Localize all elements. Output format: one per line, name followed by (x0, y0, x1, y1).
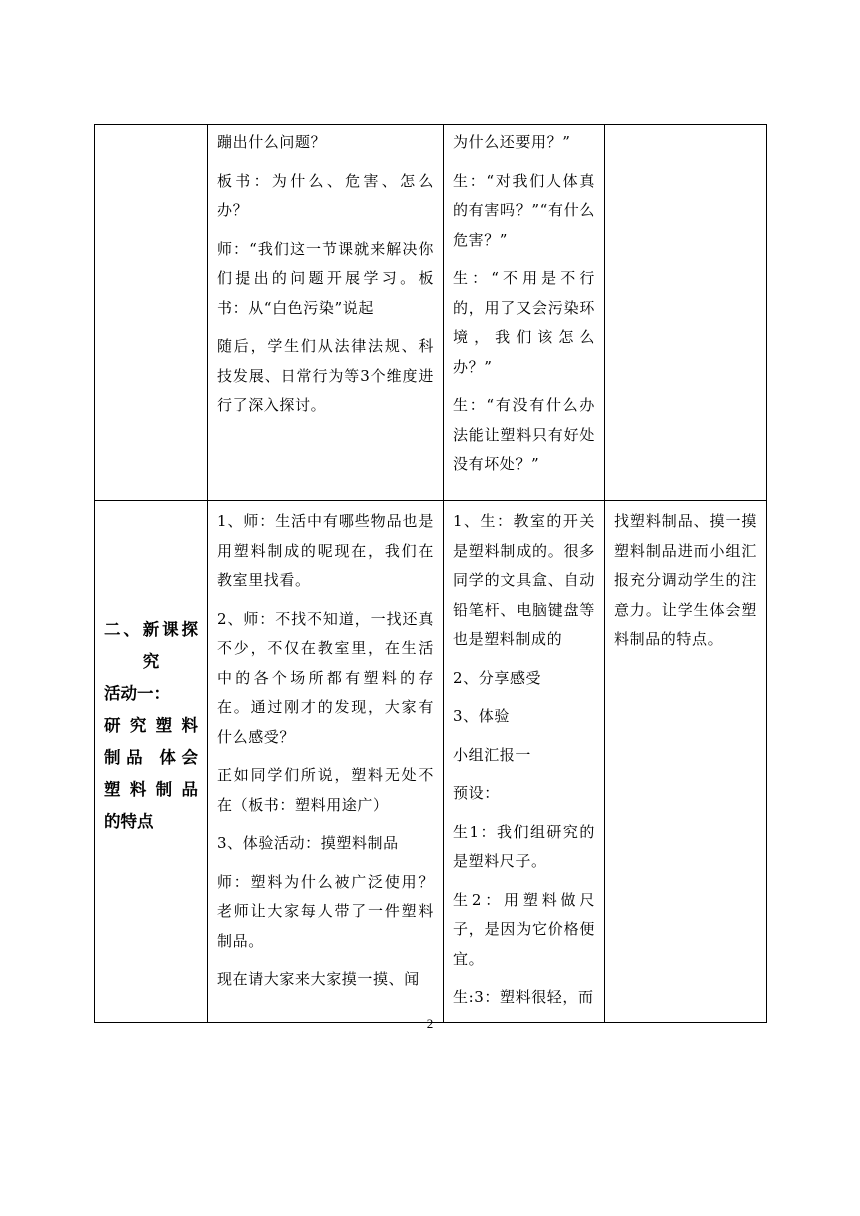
paragraph: 3、体验 (453, 707, 510, 725)
table-row (95, 125, 767, 501)
design-intent-cell (605, 125, 767, 501)
paragraph: 生2：用塑料做尺子，是因为它价格便宜。 (453, 890, 595, 968)
paragraph: 2、师：不找不知道，一找还真不少，不仅在教室里，在生活中的各个场所都有塑料的存在。通过刚才的发现，大家有什么感受？ (217, 609, 434, 746)
paragraph: 现在请大家来大家摸一摸、闻 (217, 970, 420, 988)
paragraph: 生:3：塑料很轻，而 (453, 988, 594, 1006)
stage-title: 二、新课探 究 活动一： 研究塑料 制品 体会 塑料制品 的特点 (104, 620, 198, 831)
teacher-activity-cell (208, 501, 444, 1023)
paragraph: 预设： (453, 784, 500, 802)
paragraph: 2、分享感受 (453, 668, 542, 687)
paragraph: 生：“有没有什么办法能让塑料只有好处没有坏处？” (453, 396, 595, 473)
design-intent-cell (605, 501, 767, 1023)
paragraph: 正如同学们所说，塑料无处不在（板书：塑料用途广） (217, 766, 434, 814)
table-row (95, 501, 767, 1023)
paragraph: 为什么还要用？” (453, 133, 571, 151)
lesson-plan-table (94, 124, 767, 1023)
paragraph: 生1：我们组研究的是塑料尺子。 (453, 822, 595, 870)
paragraph: 板书：为什么、危害、怎么办？ (217, 171, 434, 219)
paragraph: 3、体验活动：摸塑料制品 (217, 834, 399, 852)
page-number: 2 (426, 1016, 434, 1031)
paragraph: 小组汇报一 (453, 745, 532, 764)
paragraph: 1、师：生活中有哪些物品也是用塑料制成的呢现在，我们在教室里找看。 (217, 512, 434, 589)
paragraph: 随后，学生们从法律法规、科技发展、日常行为等3个维度进行了深入探讨。 (217, 337, 434, 414)
paragraph: 找塑料制品、摸一摸塑料制品进而小组汇报充分调动学生的注意力。让学生体会塑料制品的特点。 (614, 512, 757, 648)
paragraph: 生：“对我们人体真的有害吗？”“有什么危害？” (453, 171, 595, 249)
paragraph: 生：“不用是不行的，用了又会污染环境，我们该怎么办？” (453, 269, 595, 376)
paragraph: 师：“我们这一节课就来解决你们提出的问题开展学习。板书：从“白色污染”说起 (217, 239, 434, 317)
paragraph: 师：塑料为什么被广泛使用？老师让大家每人带了一件塑料制品。 (217, 872, 434, 950)
paragraph: 1、生：教室的开关是塑料制成的。很多同学的文具盒、自动铅笔杆、电脑键盘等也是塑料制成的 (453, 512, 595, 648)
stage-cell (95, 501, 208, 1023)
student-activity-cell (444, 125, 605, 501)
paragraph: 蹦出什么问题？ (217, 133, 327, 151)
stage-cell (95, 125, 208, 501)
teacher-activity-cell (208, 125, 444, 501)
student-activity-cell (444, 501, 605, 1023)
